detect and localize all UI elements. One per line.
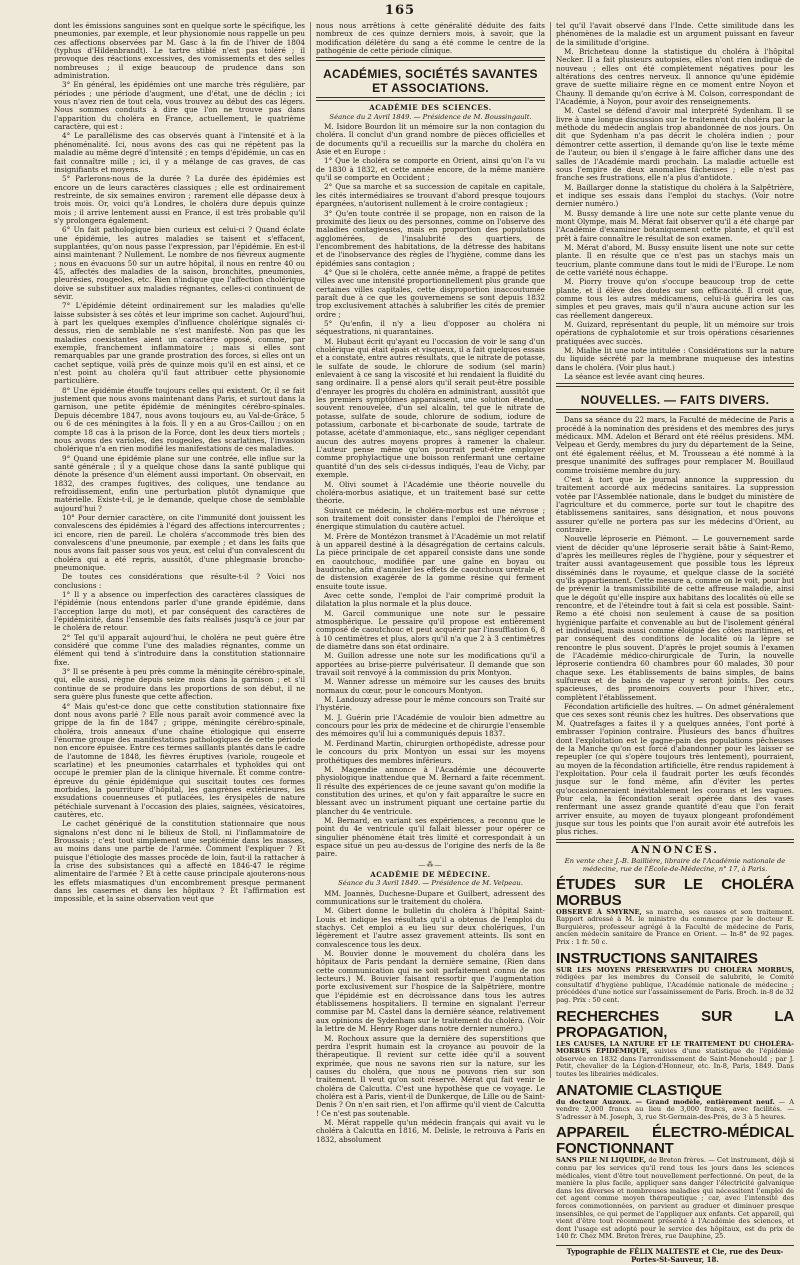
paragraph: M. Rochoux assure que la dernière des superstitions que perdra l'esprit humain est la croyance au pouvoir de la thérapeutique. Il revient sur cette idée qu'il a souvent exprimée, que nous ne savons rien sur la nature, sur les causes du choléra, que nous ne pouvons rien sur son traitement. Il veut qu'on soit réservé. Mérat qui fait venir le choléra de Calcutta. C'est une hypothèse que ce voyage. Le choléra est à Paris, vient-il de Dunkerque, de Lille ou de Saint-Denis ? On n'en sait rien, et l'on affirme qu'il vient de Calcutta ! Ce n'est pas soutenable. [316,1033,545,1118]
paragraph: M. Magendie annonce à l'Académie une découverte physiologique inattendue que M. Bernard a faite récemment. Il résulte des expériences de ce jeune savant qu'on modifie la constitution des urines, et qu'on y fait apparaître le sucre en blessant avec un instrument piquant une certaine partie du plancher du 4e ventricule. [316,764,545,816]
paragraph: Fécondation artificielle des huîtres. — On admet généralement que ces sexes sont réunis chez les huîtres. Des observations que M. Quatrefages a faites il y a quelques années, l'ont porté à embrasser l'opinion contraire. Plusieurs des bancs d'huîtres dont l'exploitation est le gagne-pain des populations pêcheuses de la Manche qu'on est forcé d'abandonner pour les laisser se repeupler (ce qui s'opère toujours très lentement), pourraient, au moyen de la fécondation artificielle, être rendus rapidement à l'exploitation. Pour cela il faudrait porter les œufs fécondés jusque sur le fond même, afin d'éviter les pertes qu'occasionneraient inévitablement les courans et les vagues. Pour cela, la fécondation serait opérée dans des vases renfermant une assez grande quantité d'eau que l'on ferait arriver ensuite, au moyen de tuyaux plongeant profondément jusque sur tous les points que l'on aurait avoir été autrefois les plus riches. [556,702,794,837]
column-3 [556,21,794,1265]
ad-headline: RECHERCHES SUR LA PROPAGATION, [556,1007,794,1041]
academie-medecine-title: ACADÉMIE DE MÉDECINE. [370,869,491,879]
paragraph: M. Ferdinand Martin, chirurgien orthopédiste, adresse pour le concours du prix Montyon un essai sur les moyens prothétiques des membres inférieurs. [316,738,545,765]
paragraph: M. Mialhe lit une note intitulée : Considérations sur la nature du liquide sécrété par la membrane muqueuse des intestins dans le choléra. (Voir plus haut.) [556,346,794,372]
page-number: 165 [384,3,416,18]
paragraph: M. Guillon adresse une note sur les modifications qu'il a apportées au brise-pierre pulvérisateur. Il demande que son travail soit renvoyé à la commission du prix Montyon. [316,651,545,678]
column-rule [550,22,551,1078]
paragraph: Suivant ce médecin, le choléra-morbus est une névrose ; son traitement doit consister dans l'emploi de l'héroïque et énergique stimulation du cautère actuel. [316,505,545,532]
paragraph: M. Castel se défend d'avoir mal interprété Sydenham. Il se livre à une longue discussion sur le traitement du choléra par la méthode du médecin anglais trop abandonnée de nos jours. On dit que Sydenham n'a pas décrit le choléra indien ; pour démontrer cette assertion, il demande qu'on lise le texte même de l'auteur, ou bien il s'engage à le faire afficher dans une des salles de l'Académie mardi prochain. La maladie actuelle est sous l'empire de deux anomalies fâcheuses ; elle n'est pas franche ses frustrations, elle n'a plus d'antidote. [556,106,794,183]
paragraph: M. Wanner adresse un mémoire sur les causes des bruits normaux du cœur, pour le concours Montyon. [316,677,545,695]
annonces-intro: En vente chez J.-B. Baillière, libraire de l'Académie nationale de médecine, rue de l'École-de-Médecine, n° 17, à Paris. [564,856,786,874]
double-rule [556,383,794,387]
paragraph: 8° Une épidémie étouffe toujours celles qui existent. Or, il se fait justement que nous avons maintenant dans Paris, et surtout dans la garnison, une petite épidémie de méningites cérébro-spinales. Depuis décembre 1847, nous avons toujours eu, au Val-de-Grâce, 5 ou 6 de ces méningites à la fois. Il y en a au Gros-Caillou ; on en compte 18 cas à la prison de la Force, dont les deux tiers mortels ; nous avons des varioles, des rougeoles, des scarlatines, l'invasion cholérique n'a en rien modifié les manifestations de ces maladies. [54,385,305,454]
paragraph: 1° Il y a absence ou imperfection des caractères classiques de l'épidémie (nous entendons parler d'une grande épidémie, dans l'acception large du mot), et par conséquent des caractères de l'épidémicité, dans l'ensemble des faits réalisés jusqu'à ce jour par le choléra de retour. [54,590,305,633]
ad-headline: ANATOMIE CLASTIQUE [556,1081,722,1099]
advertisement [556,877,794,947]
double-rule [316,97,545,101]
paragraph: M. Guizard, représentant du peuple, lit un mémoire sur trois opérations de cyphalotomie et sur trois opérations césariennes pratiquées avec succès. [556,320,794,346]
academie-medecine-session: Séance du 3 Avril 1849. — Présidence de M. Velpeau. [338,879,523,888]
paragraph: M. Olivi soumet à l'Académie une théorie nouvelle du choléra-morbus asiatique, et un traitement basé sur cette théorie. [316,479,545,506]
paragraph: 4° Mais qu'est-ce donc que cette constitution stationnaire fixe dont nous avons parlé ? Elle nous paraît avoir commencé avec la grippe de la fin de 1847 ; grippe, méningite cérébro-spinale, choléra, trois anneaux d'une chaîne étiologique qui enserre l'énorme groupe des manifestations pathologiques de cette période non encore épuisée. Entre ces termes saillants plantés dans le cadre de l'automne de 1848, les fièvres éruptives (variole, rougeole et scarlatine) et les pneumonies catarrhales et typhoïdes qui ont occupé le premier plan de la clinique hivernale. Et comme contre-épreuve du génie épidémique qui suscitait toutes ces formes morbides, la pourriture d'hôpital, les gangrènes extérieures, les exsudations couenneuses et putlacées, les érysipèles de nature pétéchiale survenant à l'occasion des plaies, saignées, vésicatoires, cautères, etc. [54,701,305,819]
academie-sciences-title: ACADÉMIE DES SCIENCES. [369,103,492,113]
ad-body [556,1041,794,1079]
ad-body [556,967,794,1005]
paragraph: M. Mérat rappelle qu'un médecin français qui avait vu le choléra à Calcutta en 1816, M. Delisle, le retrouva à Paris en 1832, absolument [316,1117,545,1144]
printer-imprint: Typographie de FÉLIX MALTESTE et Cie, rue des Deux-Portes-St-Sauveur, 18. [556,1245,794,1265]
column-rule [310,22,311,1078]
paragraph: M. J. Guérin prie l'Académie de vouloir bien admettre au concours pour les prix de médecine et de chirurgie l'ensemble des mémoires qu'il lui a communiqués depuis 1837. [316,712,545,739]
ad-text: de Breton frères. — Cet instrument, déjà si connu par les services qu'il rend tous les jours dans les sciences médicales, vient d'être tout nouvellement perfectionné. On peut, de la manière la plus facile, appliquer sans danger l'électricité galvanique dans les diverses et nombreuses maladies qui nécessitent l'emploi de cet agent comme moyen thérapeutique ; car, avec l'intensité des forces commotionnées, on parvient au graduer et diminuer presque insensibles, ce qui permet de l'appliquer aux enfants. Cet appareil, qui vient d'être tout récemment présenté à l'Académie des sciences, et dont l'usage est adopté pour le service des hôpitaux, est du prix de 140 fr. Chez MM. Breton frères, rue Dauphine, 25. [556,1156,794,1241]
ad-text: rédigées par les membres du Conseil de salubrité, le Comité consultatif d'hygiène publique, l'Académie nationale de médecine ; précédées d'une notice sur l'assainissement de Paris. Broch. in-8 de 32 pag. Prix : 50 cent. [556,973,794,1004]
paragraph: tel qu'il l'avait observé dans l'Inde. Cette similitude dans les phénomènes de la maladie est un argument puissant en faveur de la similitude d'origine. [556,21,794,47]
ad-tail: du docteur Auzoux. — Grand modèle, entièrement neuf. [556,1097,775,1106]
paragraph: 5° Qu'enfin, il n'y a lieu d'opposer au choléra ni séquestrations, ni quarantaines. [316,318,545,337]
ad-headline: ÉTUDES SUR LE CHOLÉRA MORBUS [556,875,794,909]
paragraph: 2° Que sa marche et sa succession de capitale en capitale, les cités intermédiaires se trouvant d'abord presque toujours épargnées, n'autorisent nullement à le croire contagieux ; [316,182,545,209]
paragraph: C'est à tort que le journal annonce la suppression du traitement accordé aux médecins sanitaires. La suppression votée par l'Assemblée nationale, dans le budget du ministère de l'agriculture et du commerce, porte sur tout le chapitre des établissemens sanitaires, sans désignation, et nous pouvons assurer qu'elle ne portera pas sur les médecins d'Orient, au contraire. [556,474,794,534]
ad-headline: APPAREIL ÉLECTRO-MÉDICAL FONCTIONNANT [556,1124,794,1158]
ad-text: sa marche, ses causes et son traitement. Rapport adressé à M. le ministre du commerce par le docteur E. Burguières, professeur agrégé à la Faculté de médecine de Paris, ancien médecin sanitaire de France en Orient. — In-8° de 92 pages. Prix : 1 fr. 50 c. [556,907,794,947]
column-2 [316,21,545,1144]
paragraph: 9° Quand une épidémie plane sur une contrée, elle influe sur la santé générale ; il y a quelque chose dans la santé publique qui dénote la présence d'un élément aussi important. On observait, en 1832, des crampes fugitives, des coliques, une tendance au refroidissement, enfin une perturbation plutôt dynamique que matérielle. Existe-t-il, je le demande, quelque chose de semblable aujourd'hui ? [54,453,305,513]
paragraph: 3° En général, les épidémies ont une marche très régulière, par périodes ; une période d'augment, une d'état, une de déclin ; ici vous n'avez rien de tout cela, vous trouvez au début des cas légers. Nous sommes conduits à dire que l'on ne trouve pas dans l'apparition du choléra en France, actuellement, le quatrième caractère, qui est : [54,80,305,132]
ad-tail: OBSERVÉ À SMYRNE, [556,907,642,916]
academie-sciences-session: Séance du 2 Avril 1849. — Présidence de M. Boussingault. [329,112,532,121]
ad-body [556,909,794,947]
paragraph: M. Garcil communique une note sur le pessaire atmosphérique. Le pessaire qu'il propose est entièrement composé de caoutchouc et peut acquérir par l'insufflation 6, 8 à 10 centimètres et plus, alors qu'il n'a que 2 à 3 centimètres de diamètre dans son état ordinaire. [316,608,545,652]
paragraph: Nouvelle léproserie en Piémont. — Le gouvernement sarde vient de décider qu'une léproserie serait bâtie à Saint-Remo, d'après les meilleures règles de l'hygiène, pour y séquestrer et traiter aussi avantageusement que possible tous les lépreux disséminés dans le royaume, et quelque classe de la société qu'ils appartiennent. Cette mesure a, comme on le voit, pour but de prévenir la transmissibilité de cette affreuse maladie, ainsi que le dégoût qu'elle inspire aux habitans des localités où elle se rencontre, et de l'éteindre tout à fait si cela est possible. Saint-Remo a été choisi non seulement à cause de sa position hygiénique parfaite et convenable au but de l'isolement général et individuel, mais aussi comme éloigné des côtes maritimes, et par conséquent des conditions de localité où la lèpre se rencontre le plus souvent. D'après le projet soumis à l'examen de l'Académie médico-chirurgicale de Turin, la nouvelle léproserie contiendra 60 chambres pour 60 malades, 30 pour chaque sexe. Les établissements de bains simples, de bains sulfureux et de bains de vapeur y seront joints. Des cours spacieuses, des promenoirs couverts pour l'hiver, etc., complètent l'établissement. [556,534,794,702]
paragraph: M. Landouzy adresse pour le même concours son Traité sur l'hystérie. [316,695,545,713]
double-rule [316,57,545,61]
ad-tail: SUR LES MOYENS PRÉSERVATIFS DU CHOLÉRA MORBUS, [556,965,794,974]
paragraph: M. Bouvier donne le mouvement du choléra dans les hôpitaux de Paris pendant la dernière semaine, (Rien dans cette communication qui ne soit parfaitement connu de nos lecteurs.) M. Bouvier faisant ressortir que l'augmentation porte exclusivement sur l'hospice de la Salpêtrière, montre que l'épidémie est en décroissance dans tous les autres établissemens hospitaliers. Il termine en signalant l'erreur commise par M. Castel dans la dernière séance, relativement aux opinions de Sydenham sur le traitement du choléra. (Voir la lettre de M. Henry Roger dans notre dernier numéro.) [316,949,545,1034]
paragraph: De toutes ces considérations que résulte-t-il ? Voici nos conclusions : [54,572,305,590]
ad-text: — A vendre 2,000 francs au lieu de 3,000 francs, avec facilités. — S'adresser à M. Joseph, 3, rue St-Germain-des-Prés, de 3 à 5 heures. [556,1097,794,1121]
annonces-title: ANNONCES. [631,844,719,856]
ad-text: suivies d'une statistique de l'épidémie observée en 1832 dans l'arrondissement de Saint-Menehould ; par J. Petit, chevalier de la Légion-d'Honneur, etc. In-8, Paris, 1849. Dans toutes les librairies médicales. [556,1047,794,1078]
advertisement [556,1083,794,1122]
paragraph: 10° Pour dernier caractère, on cite l'immunité dont jouissent les convalescens des épidémies à l'égard des affections intercurrentes ; ici encore, rien de pareil. Le choléra s'accommode très bien des convalescens d'une pneumonie, par exemple ; et dans les faits que nous avons fait passer sous vos yeux, est celui d'un convalescent du choléra qui a été repris, aussitôt, d'une phlegmasie broncho-pneumonique. [54,512,305,572]
advertisement [556,1009,794,1079]
ad-body [556,1099,794,1122]
paragraph: 1° Que le choléra se comporte en Orient, ainsi qu'on l'a vu de 1830 à 1832, et cette année encore, de la même manière qu'il se comporte en Occident ; [316,156,545,183]
paragraph: M. Isidore Bourdon lit un mémoire sur la non contagion du choléra. Il conclut d'un grand nombre de pièces officielles et de documents qu'il a recueillis sur la marche du choléra en Asie et en Europe : [316,122,545,157]
paragraph: 7° L'épidémie déteint ordinairement sur les maladies qu'elle laisse subsister à ses côtés et leur imprime son cachet. Aujourd'hui, à part les quelques exemples d'influence cholérique signalés ci-dessus, rien de semblable ne s'est manifesté. Non pas que les maladies coexistantes aient un caractère opposé, comme, par exemple, franchement inflammatoire ; mais si elles sont remarquables par une grande prostration des forces, si elles ont un cachet septique, voilà près de quinze mois qu'il en est ainsi, et ce n'est point au choléra qu'il faut attribuer cette physionomie particulière. [54,301,305,386]
column-1 [54,22,305,1080]
section-title-nouvelles: NOUVELLES. — FAITS DIVERS. [580,393,770,408]
ad-tail: LES CAUSES, LA NATURE ET LE TRAITEMENT DU CHOLÉRA-MORBUS ÉPIDÉMIQUE, [556,1039,794,1056]
ornament-separator: —⁂— [418,860,443,869]
paragraph: dont les émissions sanguines sont en quelque sorte le spécifique, les pneumonies, par exemple, et leur physionomie nous rappelle un peu ces affections observées par M. Gasc à la fin de l'hiver de 1804 (typhus d'Hildenbrandt). Le tartre stibié n'est pas toléré ; il provoque des réactions excessives, des vomissements et des selles nombreuses ; il exige beaucoup de prudence dans son administration. [54,21,305,81]
paragraph: Le cachet génériqué de la constitution stationnaire que nous signalons n'est donc ni le bilieux de Stoll, ni l'inflammatoire de Broussais ; c'est tout simplement une septicémie dans les masses, au moins dans une partie de l'armée. Comment l'expliquer ? Et puisque l'étiologie des masses procède de loin, faut-il la rattacher à la crise des subsistances qui a affecté en 1846-47 le régime alimentaire de l'armée ? Et à cette cause principale ajouterons-nous les effets miasmatiques d'un encombrement presque permanent dans les casernes et dans les hôpitaux ? Et l'affirmation est impossible, et la saine observation veut que [54,819,305,904]
paragraph: 5° Parlerons-nous de la durée ? La durée des épidémies est encore un de leurs caractères classiques ; elle est ordinairement restreinte, de six semaines environ ; rarement elle dépasse deux à trois mois. Or, voici qu'à Londres, le choléra dure depuis quinze mois ; il arrive lentement aussi en France, il est très probable qu'il s'y prolongera également. [54,174,305,225]
advertisement [556,951,794,1005]
paragraph: M. Frère de Montézon transmet à l'Académie un mot relatif à un appareil destiné à la désagrégation de certains calculs. La pièce principale de cet appareil consiste dans une sonde en caoutchouc, modifiée par une gaîne en boyau ou baudruche, afin d'annuler les effets de caoutchoux urétrale et de distension exagérée de la gomme résine qui ferment ensuite toute issue. [316,531,545,591]
section-title-academies: ACADÉMIES, SOCIÉTÉS SAVANTES ET ASSOCIATIONS. [323,67,538,96]
paragraph: M. Baillarger donne la statistique du choléra à la Salpêtrière, et indique ses essais dans l'emploi du stachys. (Voir notre dernier numéro.) [556,182,794,209]
paragraph: Dans sa séance du 22 mars, la Faculté de médecine de Paris a procédé à la nomination des présidens et des membres des jurys médicaux. MM. Adelon et Bérard ont été réélus présidens. MM. Velpeau et Gerdy, membres du jury du département de la Seine, ont été également réélus, et M. Trousseau a été nommé à la presque unanimité des suffrages pour remplacer M. Bouillaud comme troisième membre du jury. [556,415,794,475]
paragraph: 4° Que si le choléra, cette année même, a frappé de petites villes avec une intensité proportionnellement plus grande que certaines villes capitales, cette disproportion inaccoutumée paraît due à ce que les gouvernemens se sont depuis 1832 trop exclusivement attachés à salubrifier les cités de premier ordre ; [316,267,545,319]
paragraph: M. Piorry trouve qu'on s'occupe beaucoup trop de cette plante, et il élève des doutes sur son efficacité. Il croit que, comme tous les autres médicamens, celui-là guérira les cas simples et peu graves, mais qu'il n'aura aucune action sur les cas réellement dangereux. [556,277,794,320]
double-rule [556,409,794,413]
ad-headline: INSTRUCTIONS SANITAIRES [556,949,758,967]
paragraph: 3° Qu'en toute contrée il se propage, non en raison de la proximité des lieux ou des personnes, comme on l'observe des maladies contagieuses, mais en proportion des populations agglomérées, de l'insalubrité des quartiers, de l'encombrement des habitations, de la détresse des habitans et de l'inobservance des règles de l'hygiène, comme dans les épidémies sans contagion ; [316,208,545,268]
paragraph: La séance est levée avant cinq heures. [564,372,705,382]
paragraph: nous nous arrêtions à cette généralité déduite des faits nombreux de ces quinze derniers mois, à savoir, que la modification délétère du sang a été comme le centre de la pathogénie de cette période clinique. [316,21,545,56]
paragraph: 6° Un fait pathologique bien curieux est celui-ci ? Quand éclate une épidémie, les autres maladies se taisent et s'effacent, supplantées, qu'on nous passe l'expression, par l'épidémie. En est-il ainsi maintenant ? Nullement. Le nombre de nos fiévreux augmente ; nous en évacuons 50 sur un autre hôpital, il nous en rentre 40 ou 45, affectés des maladies de la saison, bronchites, pneumonies, pleurésies, rougeoles, etc. Rien n'indique que l'affection cholérique doive se substituer aux maladies régnantes, celles-ci continuent de sévir. [54,225,305,301]
paragraph: M. Mérat d'abord, M. Bussy ensuite lisent une note sur cette plante. Il en résulte que ce n'est pas un stachys mais un teucrium, plante commune dans tout le midi de l'Europe. Le nom de cette variété nous échappe. [556,242,794,277]
paragraph: 3° Il se présente à peu près comme la méningite cérébro-spinale, qui, elle aussi, règne depuis seize mois dans la garnison ; et s'il continue de se produire dans les proportions de son début, il ne sera guère plus funeste que cette affection. [54,667,305,702]
paragraph: MM. Joannès, Duchesne-Dupare et Guilbert, adressent des communications sur le traitement du choléra. [316,888,545,906]
ad-body [556,1157,794,1241]
paragraph: 2° Tel qu'il apparaît aujourd'hui, le choléra ne peut guère être considéré que comme l'une des maladies régnantes, comme un élément qui tend à s'introduire dans la constitution stationnaire fixe. [54,632,305,667]
paragraph: M. Bernard, en variant ses expériences, a reconnu que le point du 4e ventricule qu'il fallait blesser pour opérer ce singulier phénomène était très limité et correspondait à un espace situé un peu au-dessus de l'origine des nerfs de la 8e paire. [316,815,545,859]
paragraph: M. Gibert donne le bulletin du choléra à l'hôpital Saint-Louis et indique les résultats qu'il a obtenus de l'emploi du stachys. Cet emploi a eu lieu sur deux cholériques, l'un légèrement et l'autre assez gravement atteints. Ils sont en convalescence tous les deux. [316,906,545,949]
ad-tail: SANS PILE NI LIQUIDE, [556,1156,647,1165]
paragraph: Avec cette sonde, l'emploi de l'air comprimé produit la dilatation la plus normale et la plus douce. [316,590,545,609]
paragraph: 4° Le parallélisme des cas observés quant à l'intensité et à la phénoménalité. Ici, nous avons des cas qui ne répètent pas la maladie au même degré d'intensité ; en temps d'épidémie, un cas en fait connaître mille ; ici, il y a mélange de cas graves, de cas insignifiants et moyens. [54,131,305,174]
advertisement [556,1125,794,1241]
paragraph: M. Hubaut écrit qu'ayant eu l'occasion de voir le sang d'un cholérique qui était épais et visqueux, il a fait quelques essais et a constaté, entre autres résultats, que le nitrate de potasse, le sulfate de soude, le chlorure de sodium (sel marin) enlevaient à ce sang la viscosité et lui rendaient la fluidité du sang ordinaire. Il a pensé alors qu'il serait peut-être possible d'enrayer les progrès du choléra en administrant, aussitôt que les premiers symptômes apparaissent, une solution étendue, souvent renouvelée, d'un sel alcalin, tel que le nitrate de potasse, sulfate de soude, chlorure de sodium, iodure de potassium, carbonate et bi-carbonate de soude, tartrate de potasse, acétate d'ammoniaque, etc., sans négliger cependant aucun des autres moyens propres à ramener la chaleur. L'auteur pense même qu'on pourrait peut-être employer comme prophylactique une boisson renfermant une certaine quantité d'un des sels ci-dessus indiqués, l'eau de Vichy, par exemple. [316,336,545,480]
paragraph: M. Bricheteau donne la statistique du choléra à l'hôpital Necker. Il a fait plusieurs autopsies, elles n'ont rien indiqué de nouveau ; elles ont été complètement négatives pour les altérations des centres nerveux. Il annonce qu'une épidémie grave de suette miliaire règne en ce moment entre Noyon et Chauny. Il demande qu'on écrive à M. Colson, correspondant de l'Académie, à Noyon, pour avoir des renseignements. [556,47,794,107]
paragraph: M. Bussy demande à lire une note sur cette plante venue du mont Olympe, mais M. Mérat fait observer qu'il a été chargé par l'Académie d'examiner botaniquement cette plante, et qu'il est prêt à faire connaître le résultat de son examen. [556,208,794,243]
double-rule [556,839,794,843]
